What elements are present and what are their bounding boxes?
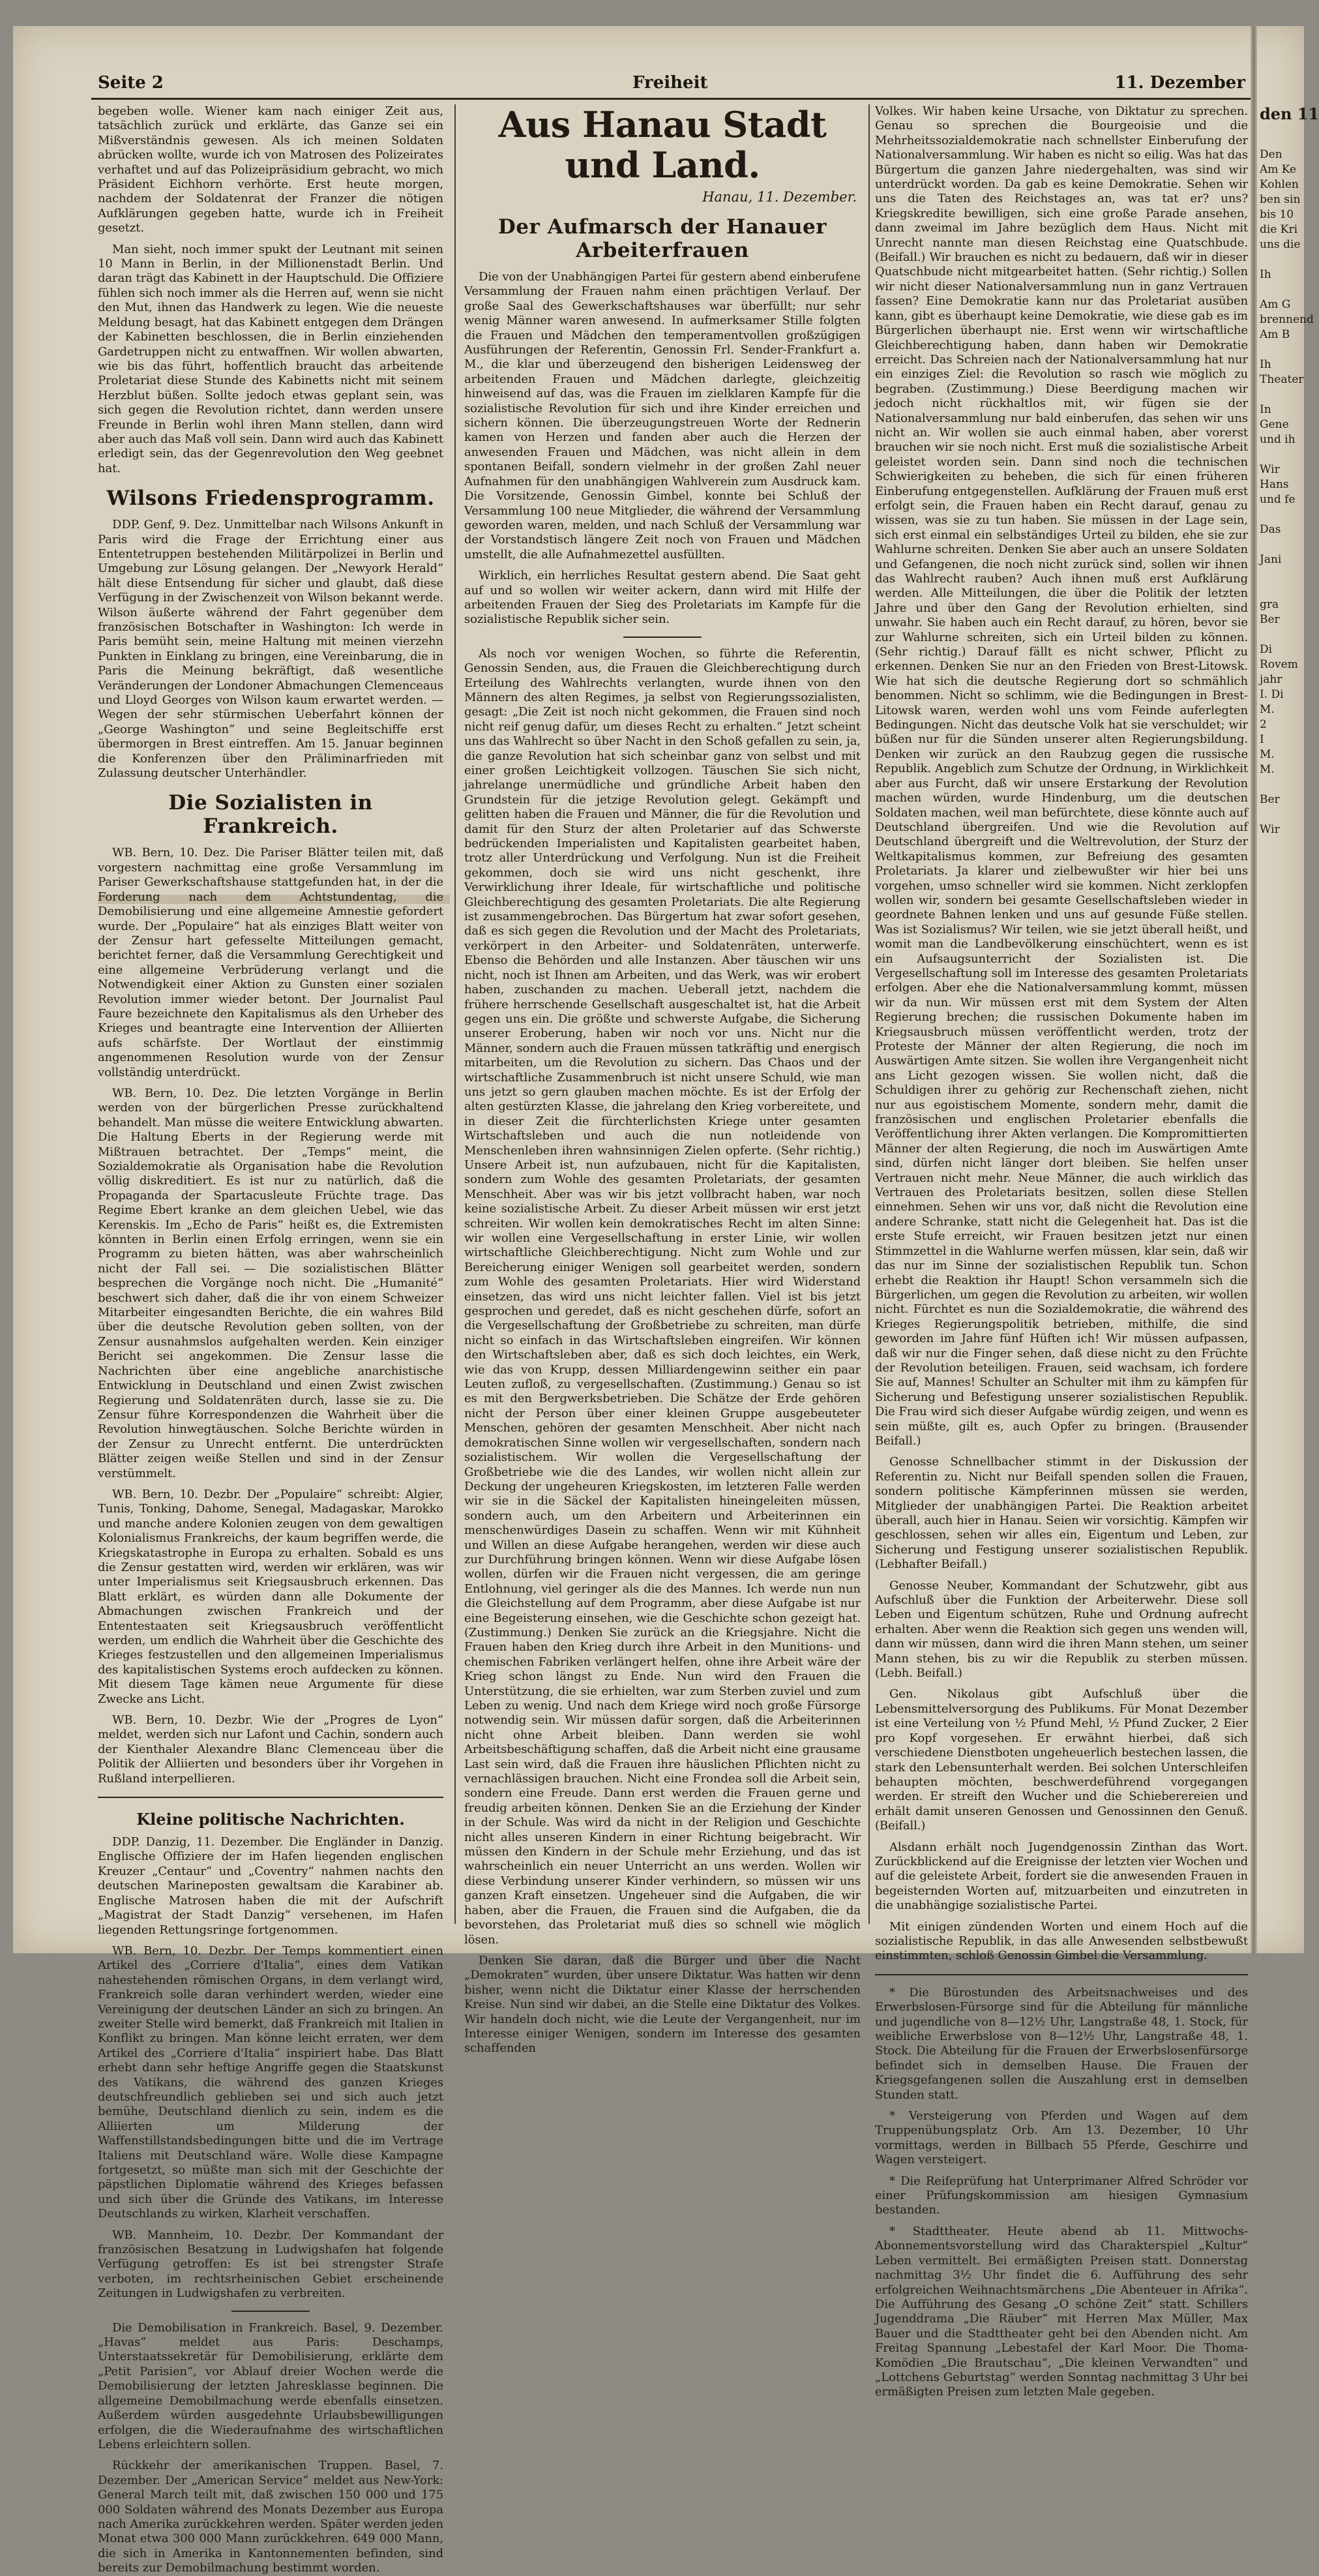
adjacent-page-line: uns die	[1260, 238, 1301, 251]
adjacent-page-line: Ber	[1260, 613, 1280, 626]
adjacent-page-line: Wir	[1260, 463, 1280, 476]
article-paragraph: Als noch vor wenigen Wochen, so führte die Referentin, Genossin Senden, aus, die Frauen die Gleichberechtigung durch Erteilung des Wahlrechts verlangten, wurde ihnen von den Männern des alten Regimes, ja selbst von Regierungssozialisten, gesagt: „Die Zeit ist noch nicht gekommen, die Frauen sind noch nicht reif genug dafür, um dieses Recht zu erhalten.“ Jetzt scheint uns das Wahlrecht so über Nacht in den Schoß gefallen zu sein, ja, die ganze Revolution hat sich scheinbar ganz von selbst und mit einer großen Leichtigkeit vollzogen. Täuschen Sie sich nicht, jahrelange unermüdliche und gründliche Arbeit haben den Grundstein für die jetzige Revolution gelegt. Gekämpft und gelitten haben die Frauen und Männer, die für die Revolution und damit für den Sturz der alten Proletarier auf das Schwerste bedrückenden Imperialisten und Kapitalisten gearbeitet haben, trotz aller Unterdrückung und Verfolgung. Nun ist die Freiheit gekommen, doch sie wird uns nicht geschenkt, ihre Verwirklichung ihrer Ideale, für wirtschaftliche und politische Gleichberechtigung des gesamten Proletariats. Die alte Regierung ist zusammengebrochen. Das Bürgertum hat zwar sofort gesehen, daß es sich gegen die Revolution und der Macht des Proletariats, verkörpert in den Arbeiter- und Soldatenräten, unterwerfe. Ebenso die Behörden und alle Instanzen. Aber täuschen wir uns nicht, noch ist Ihnen am Arbeiten, und das Werk, was wir erobert haben, zuschanden zu machen. Ueberall jetzt, nachdem die frühere herrschende Gesellschaft ausgeschaltet ist, hat die Arbeit gegen uns ein. Die größte und schwerste Aufgabe, die Sicherung unserer Eroberung, haben wir noch vor uns. Nicht nur die Männer, sondern auch die Frauen müssen tatkräftig und energisch mitarbeiten, um die Revolution zu sichern. Das Chaos und der wirtschaftliche Zusammenbruch ist nicht unsere Schuld, wie man uns jetzt so gern glauben machen möchte. Es ist der Erfolg der alten gestürzten Klasse, die jahrelang den Krieg vorbereitete, und in dieser Zeit die fürchterlichsten Kriege unter gesamten Wirtschaftsleben und auch die nun notleidende von Menschenleben ihren wahnsinnigen Zielen opferte. (Sehr richtig.) Unsere Arbeit ist, nun aufzubauen, nicht für die Kapitalisten, sondern zum Wohle des gesamten Proletariats, der gesamten Menschheit. Aber was wir bis jetzt vollbracht haben, war noch keine sozialistische Arbeit. Zu dieser Arbeit müssen wir erst jetzt schreiten. Wir wollen kein demokratisches Recht im alten Sinne: wir wollen eine Vergesellschaftung in erster Linie, wir wollen wirtschaftliche Gleichberechtigung. Nicht zum Wohle und zur Bereicherung einiger Wenigen soll gearbeitet werden, sondern zum Wohle des gesamten Proletariats. Hier wird Widerstand einsetzen, das wird uns nicht leichter fallen. Viel ist bis jetzt gesprochen und geredet, daß es nicht geschehen dürfe, sofort an die Vergesellschaftung der Großbetriebe zu schreiten, man dürfe nicht so einfach in das Wirtschaftsleben eingreifen. Wir können den Wirtschaftsleben aber, daß es sich doch leichtes, ein Werk, wie das von Krupp, dessen Milliardengewinn seither ein paar Leuten zufloß, zu vergesellschaften. (Zustimmung.) Genau so ist es mit den Bergwerksbetrieben. Die Schätze der Erde gehören nicht der Person über einer kleinen Gruppe ausgebeuteter Menschen, gehören der gesamten Menschheit. Aber nicht nach demokratischen Sinne wollen wir vergesellschaften, sondern nach sozialistischem. Wir wollen die Vergesellschaftung der Großbetriebe wie die des Landes, wir wollen nicht allein zur Deckung der ungeheuren Kriegskosten, im letzteren Falle werden wir sie in die Säckel der Kapitalisten hineingeleiten müssen, sondern auch, um den Arbeitern und Arbeiterinnen ein menschenwürdiges Dasein zu schaffen. Wenn wir mit Kühnheit und Willen an diese Aufgabe herangehen, werden wir diese auch zur Durchführung bringen können. Wenn wir diese Aufgabe lösen wollen, dürfen wir die Frauen nicht vergessen, die am geringe Entlohnung, viel geringer als die des Mannes. Ich werde nun nun die Gleichstellung auf dem Programm, aber diese Aufgabe ist nur eine Begeisterung einsehen, wie die Geschichte schon gezeigt hat. (Zustimmung.) Denken Sie zurück an die Kriegsjahre. Nicht die Frauen haben den Krieg durch ihre Arbeit in den Munitions- und chemischen Fabriken verlängert helfen, ohne ihre Arbeit wäre der Krieg schon längst zu Ende. Nun wird den Frauen die Unterstützung, die sie erhielten, war zum Sterben zuviel und zum Leben zu wenig. Und nach dem Kriege wird noch große Fürsorge notwendig sein. Wir müssen dafür sorgen, daß die Arbeiterinnen nicht ohne Arbeit bleiben. Dann werden sie wohl Arbeitsbeschäftigung schaffen, daß die Arbeit nicht eine grausame Last sein wird, daß die Frauen ihre häuslichen Pflichten nicht zu vernachlässigen brauchen. Nicht eine Frondea soll die Arbeit sein, sondern eine Freude. Dann erst werden die Frauen gerne und freudig arbeiten können. Denken Sie an die Erziehung der Kinder in der Schule. Was wird da nicht in der Religion und Geschichte nicht alles unseren Kindern in einer Richtung beigebracht. Wir müssen den Kindern in der Schule mehr Erziehung, und das ist wahrscheinlich ein neuer Unterricht an uns werden. Wollen wir diese Verbindung unserer Kinder verhindern, so müssen wir uns ganzen Kraft einsetzen. Ungeheuer sind die Aufgaben, die wir haben, aber die Frauen, die Frauen sind die Aufgaben, die da bevorstehen, das Proletariat muß dies so schnell wie möglich lösen.	[464, 646, 861, 1947]
short-rule	[623, 637, 702, 638]
adjacent-page-line: Am Ke	[1260, 163, 1297, 176]
adjacent-page-line: Di	[1260, 643, 1273, 656]
header-rule	[91, 98, 1251, 100]
article-paragraph: Die Demobilisation in Frankreich. Basel, 9. Dezember. „Havas“ meldet aus Paris: Deschamps, Unterstaatssekretär für Demobilisierung, erklärte dem „Petit Parisien“, vor Ablauf dreier Wochen werde die Demobilisierung der letzten Jahresklasse beginnen. Die allgemeine Demobilmachung werde ebenfalls einsetzen. Außerdem würden ausgedehnte Urlaubsbewilligungen erfolgen, die die Wiederaufnahme des wirtschaftlichen Lebens erleichtern sollen.	[98, 2320, 443, 2451]
adjacent-page-line: Jani	[1260, 553, 1282, 566]
article-paragraph: begeben wolle. Wiener kam nach einiger Zeit aus, tatsächlich zurück und erklärte, das Ganze sei ein Mißverständnis gewesen. Als ich meinen Soldaten abrücken wollte, wurde ich von Matrosen des Polizeirates verhaftet und auf das Polizeipräsidium gebracht, wo mich Präsident Eichhorn verhörte. Erst heute morgen, nachdem der Soldatenrat der Franzer die nötigen Aufklärungen gegeben hatte, wurde ich in Freiheit gesetzt.	[98, 104, 443, 235]
article-paragraph: WB. Bern, 10. Dez. Die letzten Vorgänge in Berlin werden von der bürgerlichen Presse zurückhaltend behandelt. Man müsse die weitere Entwicklung abwarten. Die Haltung Eberts in der Regierung werde mit Mißtrauen betrachtet. Der „Temps“ meint, die Sozialdemokratie als Organisation habe die Revolution völlig diskreditiert. Es ist nur zu natürlich, daß die Propaganda der Spartacusleute Früchte trage. Das Regime Ebert kranke an dem gleichen Uebel, wie das Kerenskis. Im „Echo de Paris“ heißt es, die Extremisten könnten in Berlin einen Erfolg erringen, wenn sie ein Programm zu bieten hätten, was aber wahrscheinlich nicht der Fall sei. — Die sozialistischen Blätter besprechen die Vorgänge noch nicht. Die „Humanité“ beschwert sich daher, daß die ihr von einem Schweizer Mitarbeiter eingesandten Berichte, die ein wahres Bild über die deutsche Revolution geben sollten, von der Zensur ausnahmslos aufgehalten werden. Kein einziger Bericht sei angekommen. Die Zensur lasse die Nachrichten über eine angebliche anarchistische Entwicklung in Deutschland und einen Zwist zwischen Regierung und Soldatenräten durch, lasse sie zu. Die Zensur führe Korrespondenzen die Wahrheit über die Revolution hinwegtäuschen. Solche Berichte würden in der Zensur zu Unrecht entfernt. Die unterdrückten Blätter zeigen weiße Stellen und sind in der Zensur verstümmelt.	[98, 1086, 443, 1480]
adjacent-page-line: Theater	[1260, 373, 1304, 386]
adjacent-page-line: Das	[1260, 523, 1281, 536]
article-paragraph: WB. Bern, 10. Dezbr. Der Temps kommentiert einen Artikel des „Corriere d'Italia“, eines dem Vatikan nahestehenden römischen Organs, in dem verlangt wird, Frankreich solle daran verhindert werden, wieder eine Vereinigung der deutschen Länder an sich zu bringen. An zweiter Stelle wird bemerkt, daß Frankreich mit Italien in Konflikt zu bringen. Man könne leicht erraten, wer dem Artikel des „Corriere d'Italia“ inspiriert habe. Das Blatt erhebt dann sehr heftige Angriffe gegen die Staatskunst des Vatikans, die während des ganzen Krieges deutschfreundlich geblieben sei und sich auch jetzt bemühe, Deutschland dienlich zu sein, indem es die Alliierten um Milderung der Waffenstillstandsbedingungen bitte und die im Vertrage Italiens mit Deutschland wäre. Wolle diese Kampagne fortgesetzt, so müßte man sich mit der Geschichte der päpstlichen Diplomatie während des Krieges befassen und sich über die Gründe des Vatikans, im Interesse Deutschlands zu wirken, Klarheit verschaffen.	[98, 1943, 443, 2221]
adjacent-page-line	[1260, 627, 1304, 642]
adjacent-page-line	[1260, 282, 1304, 297]
adjacent-page-line: Kohlen	[1260, 178, 1299, 191]
adjacent-page-line: Rovem	[1260, 658, 1298, 671]
adjacent-page-line: M.	[1260, 703, 1275, 716]
adjacent-page-line	[1260, 537, 1304, 552]
masthead: Freiheit	[632, 73, 708, 93]
adjacent-page-line: Wir	[1260, 823, 1280, 836]
adjacent-page-line: Den	[1260, 148, 1282, 161]
adjacent-page-line: M.	[1260, 748, 1275, 761]
running-header	[98, 73, 1245, 97]
article-paragraph: Volkes. Wir haben keine Ursache, von Diktatur zu sprechen. Genau so sprechen die Bourgeoisie und die Mehrheitssozialdemokratie nach schnellster Einberufung der Nationalversammlung. Wir haben es nicht so eilig. Was hat das Bürgertum die ganzen Jahre niedergehalten, was sind wir unterdrückt worden. Da gab es keine Demokratie. Sehen wir uns die Taten des Reichstages an, was tat er? uns? Kriegskredite bewilligen, sich eine große Parade ansehen, dann zweimal im Jahre bezüglich dem Haus. Nicht mit Unrecht nannte man diesen Reichstag eine Quatschbude. (Beifall.) Wir brauchen es nicht zu bedauern, daß wir in dieser Quatschbude nicht mitgearbeitet hatten. (Sehr richtig.) Sollen wir nicht dieser Nationalversammlung nun in ganz Vertrauen fassen? Eine Demokratie kann nur das Proletariat ausüben kann, gibt es überhaupt keine Demokratie, wie diese gab es im Bürgerlichen überhaupt nie. Erst wenn wir wirtschaftliche Gleichberechtigung haben, dann haben wir Demokratie erreicht. Das Schreien nach der Nationalversammlung hat nur ein einziges Ziel: die Revolution so rasch wie möglich zu begraben. (Zustimmung.) Diese Beerdigung machen wir jedoch nicht rückhaltlos mit, wir fügen sie der Nationalversammlung nur bald einberufen, das sehen wir uns nicht an. Wir wollen sie auch einmal haben, aber vorerst brauchen wir sie noch nicht. Erst muß die sozialistische Arbeit geleistet worden sein. Dann sind noch die technischen Schwierigkeiten zu beheben, die sich für einen früheren Einberufung entgegenstellen. Aufklärung der Frauen muß erst erfolgt sein, die Frauen haben ein Recht darauf, genau zu wissen, was sie zu tun haben. Sie müssen in der Lage sein, sich erst einmal ein selbständiges Urteil zu bilden, ehe sie zur Wahlurne schreiten. Denken Sie aber auch an unsere Soldaten und Gefangenen, die noch nicht zurück sind, sollen wir ihnen das Wahlrecht rauben? Auch ihnen muß erst Aufklärung werden. Alle Mitteilungen, die über die Politik der letzten Jahre und über den Gang der Revolution erhielten, sind unwahr. Sie haben auch ein Recht darauf, zu hören, bevor sie zur Wahlurne schreiten, sich ein Urteil bilden zu können. (Sehr richtig.) Darauf fällt es nicht schwer, Pflicht zu erkennen. Denken Sie nur an den Frieden von Brest-Litowsk. Wie hat sich die deutsche Regierung dort so schmählich benommen. Nicht so schlimm, wie die Bedingungen in Brest-Litowsk waren, werden wohl uns vom Feinde auferlegten Bedingungen. Nicht das deutsche Volk hat sie verschuldet; wir büßen nur für die Sünden unserer alten Regierungsbildung. Denken wir zurück an den Raubzug gegen die russische Republik. Angeblich zum Schutze der Ordnung, in Wirklichkeit aber aus Furcht, daß wir unsere Erstarkung der Revolution machen würden, wurde Hindenburg, um die deutschen Soldaten machen, weil man befürchtete, diese könnte auch auf Deutschland übergreifen. Und wie die Revolution auf Deutschland übergreift und die Weltrevolution, der Sturz der Weltkapitalismus kommen, zur Befreiung des gesamten Proletariats. Ja klarer und zielbewußter wir hier bei uns vorgehen, umso schneller wird sie kommen. Nicht zerklopfen wollen wir, sondern bei gesamte Gesellschaftsleben wieder in geordnete Bahnen lenken und uns auf gesunde Füße stellen. Was ist Sozialismus? Wir teilen, wie sie jetzt überall heißt, und womit man die Landbevölkerung einschüchtert, wenn es ist ein Aufsaugsunterricht der Sozialisten ist. Die Vergesellschaftung soll im Interesse des gesamten Proletariats erfolgen. Aber ehe die Nationalversammlung kommt, müssen wir da nun. Wir müssen erst mit dem System der Alten Regierung brechen; die russischen Dokumente haben im Kriegsausbruch müssen veröffentlicht werden, trotz der Proteste der Männer der alten Regierung, die noch im Auswärtigen Amte sitzen. Sie wollen ihre Vergangenheit nicht ans Licht gezogen wissen. Sie wollen nicht, daß die Schuldigen ihrer zu gehörig zur Rechenschaft ziehen, nicht nur aus egoistischem Momente, sondern mehr, damit die französischen und englischen Proletarier ebenfalls die Veröffentlichung ihrer Akten verlangen. Die Kompromittierten Männer der alten Regierung, die noch im Auswärtigen Amte sind, dürfen nicht länger dort bleiben. Sie helfen unser Vertrauen nicht mehr. Neue Männer, die auch wirklich das Vertrauen des Proletariats besitzen, sollen diese Stellen einnehmen. Sehen wir uns vor, daß nicht die Revolution eine andere Schranke, statt nicht die Gelegenheit hat. Das ist die erste Stufe erreicht, wir Frauen besitzen jetzt nur einen Stimmzettel in die Wahlurne werfen müssen, klar sein, daß wir das nur im Sinne der sozialistischen Republik tun. Schon erhebt die Reaktion ihr Haupt! Schon versammeln sich die Bürgerlichen, um gegen die Revolution zu arbeiten, wir wollen nicht. Fürchtet es nun die Sozialdemokratie, die während des Krieges Regierungspolitik betrieben, mithilfe, die sind geworden im Jahre fünf Hüften ich! Wir müssen aufpassen, daß wir nur die Finger sehen, daß diese nicht zu den Früchte der Revolution beteiligen. Frauen, seid wachsam, ich fordere Sie auf, Mannes! Schulter an Schulter mit ihm zu kämpfen für Sicherung und Befestigung unserer sozialistischen Republik. Die Frau wird sich dieser Aufgabe würdig zeigen, und wenn es sein müßte, gilt es, auch Opfer zu bringen. (Brausender Beifall.)	[875, 104, 1248, 1448]
article-paragraph: Mit einigen zündenden Worten und einem Hoch auf die sozialistische Republik, in das alle Anwesenden selbstbewußt einstimmten, schloß Genossin Gimbel die Versammlung.	[875, 1919, 1248, 1963]
adjacent-page-line: In	[1260, 403, 1271, 416]
adjacent-page-line	[1260, 447, 1304, 462]
adjacent-page-line: bis 10	[1260, 208, 1294, 221]
column-3	[875, 104, 1248, 2399]
adjacent-page-line	[1260, 777, 1304, 792]
adjacent-page-line: Am B	[1260, 328, 1290, 341]
adjacent-page-line: die Kri	[1260, 223, 1298, 236]
adjacent-page-line: I. Di	[1260, 688, 1284, 701]
adjacent-page-line: Ber	[1260, 793, 1280, 806]
adjacent-page-line	[1260, 507, 1304, 522]
headline-wilson: Wilsons Friedensprogramm.	[106, 487, 435, 511]
column-divider	[454, 104, 456, 1924]
article-paragraph: DDP. Danzig, 11. Dezember. Die Engländer in Danzig. Englische Offiziere der im Hafen liegenden englischen Kreuzer „Centaur“ und „Coventry“ nahmen nachts den deutschen Marineposten gewaltsam die Karabiner ab. Englische Matrosen haben die mit der Aufschrift „Magistrat der Stadt Danzig“ versehenen, im Hafen liegenden Rettungsringe fortgenommen.	[98, 1835, 443, 1937]
adjacent-page-line	[1260, 387, 1304, 402]
adjacent-page-header: den 11	[1260, 104, 1319, 123]
adjacent-page-line	[1260, 252, 1304, 267]
article-paragraph: Genosse Schnellbacher stimmt in der Diskussion der Referentin zu. Nicht nur Beifall spenden sollen die Frauen, sondern politische Kämpferinnen müssen sie werden, Mitglieder der unabhängigen Partei. Die Reaktion arbeitet überall, auch hier in Hanau. Seien wir vorsichtig. Kämpfen wir geschlossen, sehen wir alles ein, Eigentum und Leben, zur Sicherung und Festigung unserer sozialistischen Republik. (Lebhafter Beifall.)	[875, 1455, 1248, 1572]
article-paragraph: WB. Mannheim, 10. Dezbr. Der Kommandant der französischen Besatzung in Ludwigshafen hat folgende Verfügung getroffen: Es ist bei strengster Strafe verboten, im rechtsrheinischen Gebiet erscheinende Zeitungen in Ludwigshafen zu verbreiten.	[98, 2228, 443, 2301]
article-paragraph: WB. Bern, 10. Dezbr. Wie der „Progres de Lyon“ meldet, werden sich nur Lafont und Cachin, sondern auch der Kienthaler Alexandre Blanc Clemenceau über die Politik der Alliierten und besonders über ihr Vorgehen in Rußland interpellieren.	[98, 1713, 443, 1786]
issue-date: 11. Dezember	[1114, 73, 1245, 93]
dateline: Hanau, 11. Dezember.	[702, 189, 857, 205]
adjacent-page-line: Ih	[1260, 268, 1271, 281]
adjacent-page-line: I	[1260, 733, 1264, 746]
local-notice: * Stadttheater. Heute abend ab 11. Mittwochs-Abonnementsvorstellung wird das Charakterspiel „Kultur“ Leben vermittelt. Bei ermäßigten Preisen statt. Donnerstag nachmittag 3½ Uhr findet die 6. Aufführung des sehr erfolgreichen Weihnachtsmärchens „Die Abenteuer in Afrika“. Die Aufführung des Gesang „O schöne Zeit“ statt. Schillers Jugenddrama „Die Räuber“ mit Herren Max Müller, Max Bauer und die Stadttheater geht bei den Abenden nicht. Am Freitag Spannung „Lebestafel der Karl Moor. Die Thoma-Komödien „Die Brautschau“, „Die kleinen Verwandten“ und „Lottchens Geburtstag“ werden Sonntag nachmittag 3 Uhr bei ermäßigten Preisen zum letzten Male gegeben.	[875, 2224, 1248, 2399]
headline-sozialisten: Die Sozialisten in Frankreich.	[168, 791, 373, 839]
section-rule	[875, 1974, 1248, 1975]
column-1	[98, 104, 443, 2575]
adjacent-page-line	[1260, 807, 1304, 822]
article-paragraph: Genosse Neuber, Kommandant der Schutzwehr, gibt aus Aufschluß über die Funktion der Arbeiterwehr. Diese soll Leben und Eigentum schützen, Ruhe und Ordnung aufrecht erhalten. Aber wenn die Reaktion sich gegen uns wenden will, dann wir müssen, dann wird die ihren Mann stehen, um seiner Mann stehen, bis zu wir die Republik zu sterben müssen. (Lebh. Beifall.)	[875, 1578, 1248, 1681]
article-paragraph: Rückkehr der amerikanischen Truppen. Basel, 7. Dezember. Der „American Service“ meldet aus New-York: General March teilt mit, daß zwischen 150 000 und 175 000 Soldaten während des Monats Dezember aus Europa nach Amerika zurückkehren werden. Später werden jeden Monat etwa 300 000 Mann zurückkehren. 649 000 Mann, die sich in Amerika in Kantonnementen befinden, sind bereits zur Demobilmachung bestimmt worden.	[98, 2459, 443, 2575]
adjacent-page-line: brennend	[1260, 313, 1314, 326]
article-paragraph: Die von der Unabhängigen Partei für gestern abend einberufene Versammlung der Frauen nahm einen prächtigen Verlauf. Der große Saal des Gewerkschaftshauses war überfüllt; nur sehr wenig Männer waren anwesend. In aufmerksamer Stille folgten die Frauen und Mädchen den temperamentvollen großzügigen Ausführungen der Referentin, Genossin Frl. Sender-Frankfurt a. M., die klar und überzeugend den bisherigen Leidensweg der arbeitenden Frauen und Mädchen darlegte, gleichzeitig hinweisend auf das, was die Frauen im zielklaren Kampfe für die sozialistische Revolution für sich und ihre Kinder erreichen und sichern können. Die überzeugungstreuen Worte der Rednerin kamen von Herzen und fanden aber auch die Herzen der anwesenden Frauen und Mädchen, was nicht allein in dem spontanen Beifall, sondern vielmehr in der großen Zahl neuer Aufnahmen für den unabhängigen Wahlverein zum Ausdruck kam. Die Vorsitzende, Genossin Gimbel, konnte bei Schluß der Versammlung 100 neue Mitglieder, die während der Versammlung geworden waren, melden, und nach Schluß der Versammlung war der Vorstandstisch längere Zeit noch von Frauen und Mädchen umstellt, die alle Aufnahmezettel ausfüllten.	[464, 270, 861, 562]
local-notice: * Die Bürostunden des Arbeitsnachweises und des Erwerbslosen-Fürsorge sind für die Abteilung für männliche und jugendliche von 8—12½ Uhr, Langstraße 48, 1. Stock, für weibliche Erwerbslose von 8—12½ Uhr, Langstraße 48, 1. Stock. Die Abteilung für die Frauen der Erwerbslosenfürsorge befindet sich in demselben Hause. Die Frauen der Kriegsgefangenen sollen die Auszahlung erst in demselben Stunden statt.	[875, 1985, 1248, 2102]
adjacent-page-line: Hans	[1260, 478, 1289, 491]
adjacent-page-lines	[1260, 132, 1314, 837]
article-paragraph: Alsdann erhält noch Jugendgenossin Zinthan das Wort. Zurückblickend auf die Ereignisse der letzten vier Wochen und auf die geleistete Arbeit, fordert sie die anwesenden Frauen in begeisternden Worten auf, mitzuarbeiten und einzutreten in die unabhängige sozialistische Partei.	[875, 1840, 1248, 1913]
page-number: Seite 2	[98, 73, 164, 93]
headline-aufmarsch: Der Aufmarsch der Hanauer Arbeiterfrauen	[497, 215, 827, 262]
adjacent-page-line: jahr	[1260, 673, 1282, 686]
article-paragraph: WB. Bern, 10. Dez. Die Pariser Blätter teilen mit, daß vorgestern nachmittag eine große Versammlung im Pariser Gewerkschaftshause stattgefunden hat, in der die Forderung nach dem Achtstundentag, die Demobilisierung und eine allgemeine Amnestie gefordert wurde. Der „Populaire“ hat als einziges Blatt weiter von der Zensur hart gefesselte Mitteilungen gemacht, berichtet ferner, daß die Versammlung Gerechtigkeit und eine allgemeine Verbrüderung verlangt und die Notwendigkeit einer Aktion zu Gunsten einer sozialen Revolution immer wieder betont. Der Journalist Paul Faure bezeichnete den Kapitalismus als den Urheber des Krieges und beantragte eine Intervention der Alliierten aufs schärfste. Der Wortlaut der einstimmig angenommenen Resolution wurde von der Zensur vollständig unterdrückt.	[98, 846, 443, 1079]
article-paragraph: Denken Sie daran, daß die Bürger und über die Nacht „Demokraten“ wurden, über unsere Diktatur. Was hatten wir denn bisher, wenn nicht die Diktatur einer Klasse der herrschenden Kreise. Nun sind wir dabei, an die Stelle eine Diktatur des Volkes. Wir handeln doch nicht, wie die Leute der Vergangenheit, nur im Interesse einiger Wenigen, sondern im Interesse des gesamten schaffenden	[464, 1953, 861, 2056]
article-paragraph: WB. Bern, 10. Dezbr. Der „Populaire“ schreibt: Algier, Tunis, Tonking, Dahome, Senegal, Madagaskar, Marokko und manche andere Kolonien zeugen von dem gewaltigen Kolonialismus Frankreichs, der kaum begriffen werde, die Kriegskatastrophe in Europa zu erhalten. Sobald es uns die Zensur gestatten wird, werden wir erklären, was wir unter Imperialismus seit Kriegsausbruch erkennen. Das Blatt erklärt, es würden dann alle Dokumente der Abmachungen zwischen Frankreich und der Ententestaaten seit Kriegsausbruch veröffentlicht werden, um endlich die Wahrheit über die Geschichte des Krieges festzustellen und den allgemeinen Imperialismus des kapitalistischen Systems eroch aufdecken zu können. Mit diesem Tage kämen neue Argumente für diese Zwecke ans Licht.	[98, 1487, 443, 1706]
adjacent-page-line	[1260, 567, 1304, 582]
adjacent-page-line	[1260, 132, 1304, 147]
adjacent-page-line: Gene	[1260, 418, 1289, 431]
adjacent-page-line: M.	[1260, 763, 1275, 776]
article-paragraph: Wirklich, ein herrliches Resultat gestern abend. Die Saat geht auf und so wollen wir weiter ackern, dann wird mit Hilfe der arbeitenden Frauen der Sieg des Proletariats im Kampfe für die sozialistische Republik sicher sein.	[464, 569, 861, 627]
page-spine-shadow	[1251, 26, 1257, 1953]
short-rule	[231, 2311, 310, 2312]
headline-kleine-nachrichten: Kleine politische Nachrichten.	[136, 1810, 405, 1829]
adjacent-page-line: 2	[1260, 718, 1267, 731]
adjacent-page-line	[1260, 582, 1304, 597]
adjacent-page-line: Am G	[1260, 298, 1291, 311]
section-banner: Aus Hanau Stadt und Land.	[498, 104, 827, 186]
adjacent-page-edge	[1260, 98, 1319, 1924]
section-rule	[98, 1797, 443, 1798]
adjacent-page-line: gra	[1260, 598, 1279, 611]
article-paragraph: Man sieht, noch immer spukt der Leutnant mit seinen 10 Mann in Berlin, in der Millionenstadt Berlin. Und daran trägt das Kabinett in der Hauptschuld. Die Offiziere fühlen sich noch immer als die Herren auf, wenn sie nicht den Mut, ihnen das Handwerk zu legen. Wie die neueste Meldung besagt, hat das Kabinett entgegen dem Drängen der Kabinetten beschlossen, die in Berlin einziehenden Gardetruppen nicht zu entwaffnen. Wir wollen abwarten, wie bis das führt, hoffentlich braucht das arbeitende Proletariat diese Stunde des Kabinetts nicht mit seinem Herzblut büßen. Sollte jedoch etwas geplant sein, was sich gegen die Revolution richtet, dann werden unsere Freunde in Berlin wohl ihren Mann stellen, dann wird aber auch das Maß voll sein. Dann wird auch das Kabinett erledigt sein, das der Gegenrevolution den Weg geebnet hat.	[98, 242, 443, 475]
adjacent-page-line: und fe	[1260, 493, 1296, 506]
adjacent-page-line: und ih	[1260, 433, 1296, 446]
adjacent-page-line: ben sin	[1260, 193, 1301, 206]
local-notice: * Versteigerung von Pferden und Wagen auf dem Truppenübungsplatz Orb. Am 13. Dezember, 10 Uhr vormittags, werden in Billbach 55 Pferde, Geschirre und Wagen versteigert.	[875, 2109, 1248, 2167]
article-paragraph: DDP. Genf, 9. Dez. Unmittelbar nach Wilsons Ankunft in Paris wird die Frage der Errichtung einer aus Ententetruppen bestehenden Militärpolizei in Berlin und Umgebung zur Lösung gelangen. Der „Newyork Herald“ hält diese Entsendung für sicher und glaubt, daß diese Verfügung in der Zwischenzeit von Wilson bekannt werde. Wilson äußerte während der Fahrt gegenüber dem französischen Botschafter in Washington: Ich werde in Paris bemüht sein, meine Haltung mit meinen vierzehn Punkten in Einklang zu bringen, eine Vereinbarung, die in Paris die Meinung bekräftigt, daß wesentliche Veränderungen der Londoner Abmachungen Clemenceaus und Lloyd Georges von Wilson kaum erwartet werden. — Wegen der sehr stürmischen Ueberfahrt können der „George Washington“ und seine Begleitschiffe erst übermorgen in Brest eintreffen. Am 15. Januar beginnen die Konferenzen über den Präliminarfrieden mit Zulassung deutscher Unterhändler.	[98, 518, 443, 781]
column-divider	[868, 104, 870, 1924]
adjacent-page-line	[1260, 342, 1304, 357]
adjacent-page-line: Ih	[1260, 358, 1271, 371]
article-paragraph: Gen. Nikolaus gibt Aufschluß über die Lebensmittelversorgung des Publikums. Für Monat Dezember ist eine Verteilung von ½ Pfund Mehl, ½ Pfund Zucker, 2 Eier pro Kopf vorgesehen. Er erwähnt hierbei, daß sich verschiedene Dienstboten ungeheuerlich bestechen lassen, die stark den Lebensunterhalt werden. Bei solchen Unterschleifen behaupten möchten, beschwerdeführend vorgegangen werden. Er streift den Wucher und die Schieberereien und erhält damit unseren Genossen und Genossinnen den Genuß. (Beifall.)	[875, 1687, 1248, 1833]
local-notice: * Die Reifeprüfung hat Unterprimaner Alfred Schröder vor einer Prüfungskommission am hiesigen Gymnasium bestanden.	[875, 2174, 1248, 2217]
column-2	[464, 104, 861, 2056]
